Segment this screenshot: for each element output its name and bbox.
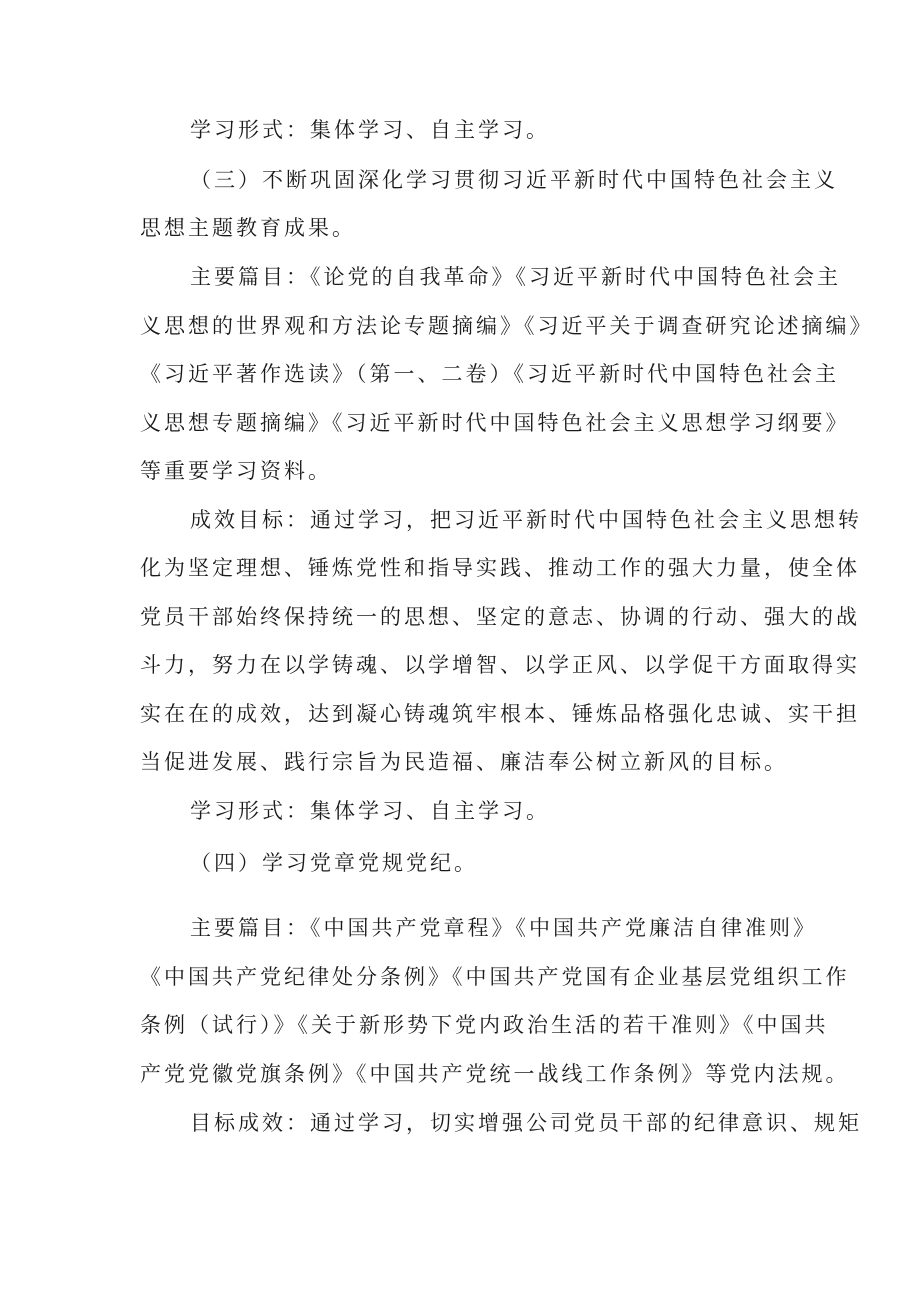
text-line: 当促进发展、践行宗旨为民造福、廉洁奉公树立新风的目标。 (140, 750, 788, 774)
text-line: （三）不断巩固深化学习贯彻习近平新时代中国特色社会主义 (190, 168, 838, 192)
text-line: 党员干部始终保持统一的思想、坚定的意志、协调的行动、强大的战 (140, 605, 860, 629)
text-line: 目标成效：通过学习，切实增强公司党员干部的纪律意识、规矩 (190, 1111, 862, 1135)
text-line: 条例（试行）》《关于新形势下党内政治生活的若干准则》《中国共 (140, 1013, 829, 1037)
text-line: 成效目标：通过学习，把习近平新时代中国特色社会主义思想转 (190, 508, 862, 532)
text-line: 产党党徽党旗条例》《中国共产党统一战线工作条例》等党内法规。 (140, 1062, 850, 1086)
text-line: 主要篇目：《论党的自我革命》《习近平新时代中国特色社会主 (190, 265, 841, 289)
text-line: 《习近平著作选读》（第一、二卷）《习近平新时代中国特色社会主 (140, 362, 839, 386)
text-line: 等重要学习资料。 (140, 459, 332, 483)
text-line: 学习形式：集体学习、自主学习。 (190, 118, 550, 142)
text-line: 主要篇目：《中国共产党章程》《中国共产党廉洁自律准则》 (190, 916, 817, 940)
text-line: 实在在的成效，达到凝心铸魂筑牢根本、锤炼品格强化忠诚、实干担 (140, 702, 860, 726)
text-line: 义思想的世界观和方法论专题摘编》《习近平关于调查研究论述摘编》 (140, 314, 874, 338)
text-line: 思想主题教育成果。 (140, 216, 356, 240)
text-line: 义思想专题摘编》《习近平新时代中国特色社会主义思想学习纲要》 (140, 411, 850, 435)
text-line: 化为坚定理想、锤炼党性和指导实践、推动工作的强大力量，使全体 (140, 556, 860, 580)
text-line: （四）学习党章党规党纪。 (190, 851, 478, 875)
text-line: 学习形式：集体学习、自主学习。 (190, 799, 550, 823)
text-line: 斗力，努力在以学铸魂、以学增智、以学正风、以学促干方面取得实 (140, 653, 860, 677)
text-line: 《中国共产党纪律处分条例》《中国共产党国有企业基层党组织工作 (140, 965, 850, 989)
